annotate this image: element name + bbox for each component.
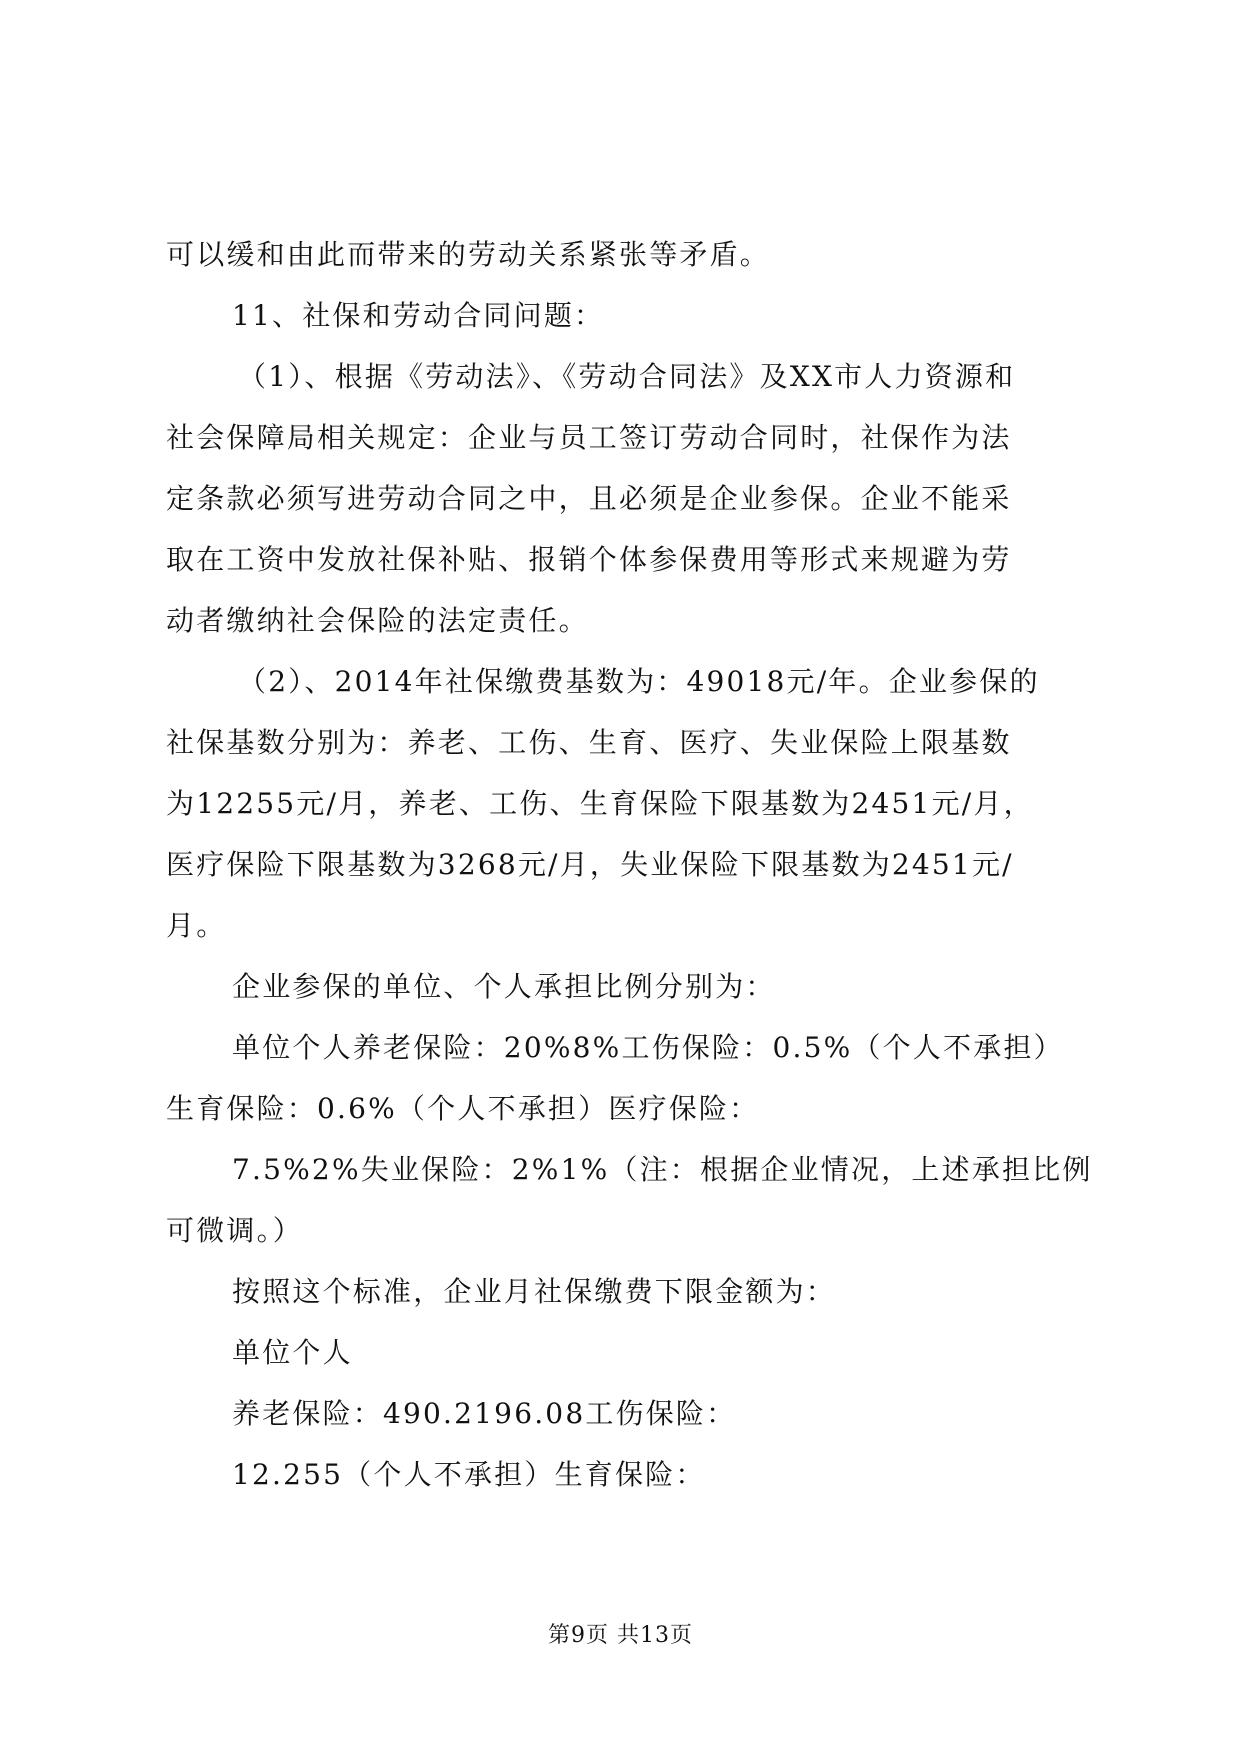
page-footer <box>0 1618 1241 1649</box>
paragraph-line: 定条款必须写进劳动合同之中，且必须是企业参保。企业不能采 <box>166 482 1012 515</box>
paragraph-line: 单位个人 <box>232 1336 353 1369</box>
paragraph-line: 取在工资中发放社保补贴、报销个体参保费用等形式来规避为劳 <box>166 543 1012 576</box>
paragraph-line: 动者缴纳社会保险的法定责任。 <box>166 604 589 637</box>
paragraph-line: 生育保险：0.6%（个人不承担）医疗保险： <box>166 1092 760 1125</box>
section-heading: 11、社保和劳动合同问题： <box>232 299 605 332</box>
paragraph-line: 社会保障局相关规定：企业与员工签订劳动合同时，社保作为法 <box>166 421 1012 454</box>
paragraph-line: 养老保险：490.2196.08工伤保险： <box>232 1397 737 1430</box>
document-body <box>166 224 1093 1505</box>
paragraph-line: 单位个人养老保险：20%8%工伤保险：0.5%（个人不承担） <box>232 1031 1064 1064</box>
paragraph-line: 企业参保的单位、个人承担比例分别为： <box>232 970 776 1003</box>
paragraph-line: 社保基数分别为：养老、工伤、生育、医疗、失业保险上限基数 <box>166 726 1012 759</box>
paragraph-line: 可微调。） <box>166 1214 304 1247</box>
paragraph-line: 月。 <box>166 909 227 942</box>
paragraph-line: 12.255（个人不承担）生育保险： <box>232 1458 706 1491</box>
page-number: 第9页 共13页 <box>548 1623 693 1648</box>
paragraph-line: （1）、根据《劳动法》、《劳动合同法》及XX市人力资源和 <box>238 360 1016 393</box>
paragraph-line: 可以缓和由此而带来的劳动关系紧张等矛盾。 <box>166 238 771 271</box>
paragraph-line: 医疗保险下限基数为3268元/月，失业保险下限基数为2451元/ <box>166 848 1014 881</box>
paragraph-line: 为12255元/月，养老、工伤、生育保险下限基数为2451元/月， <box>166 787 1034 820</box>
paragraph-line: （2）、2014年社保缴费基数为：49018元/年。企业参保的 <box>238 665 1040 698</box>
paragraph-line: 按照这个标准，企业月社保缴费下限金额为： <box>232 1275 837 1308</box>
paragraph-line: 7.5%2%失业保险：2%1%（注：根据企业情况，上述承担比例 <box>232 1153 1093 1186</box>
